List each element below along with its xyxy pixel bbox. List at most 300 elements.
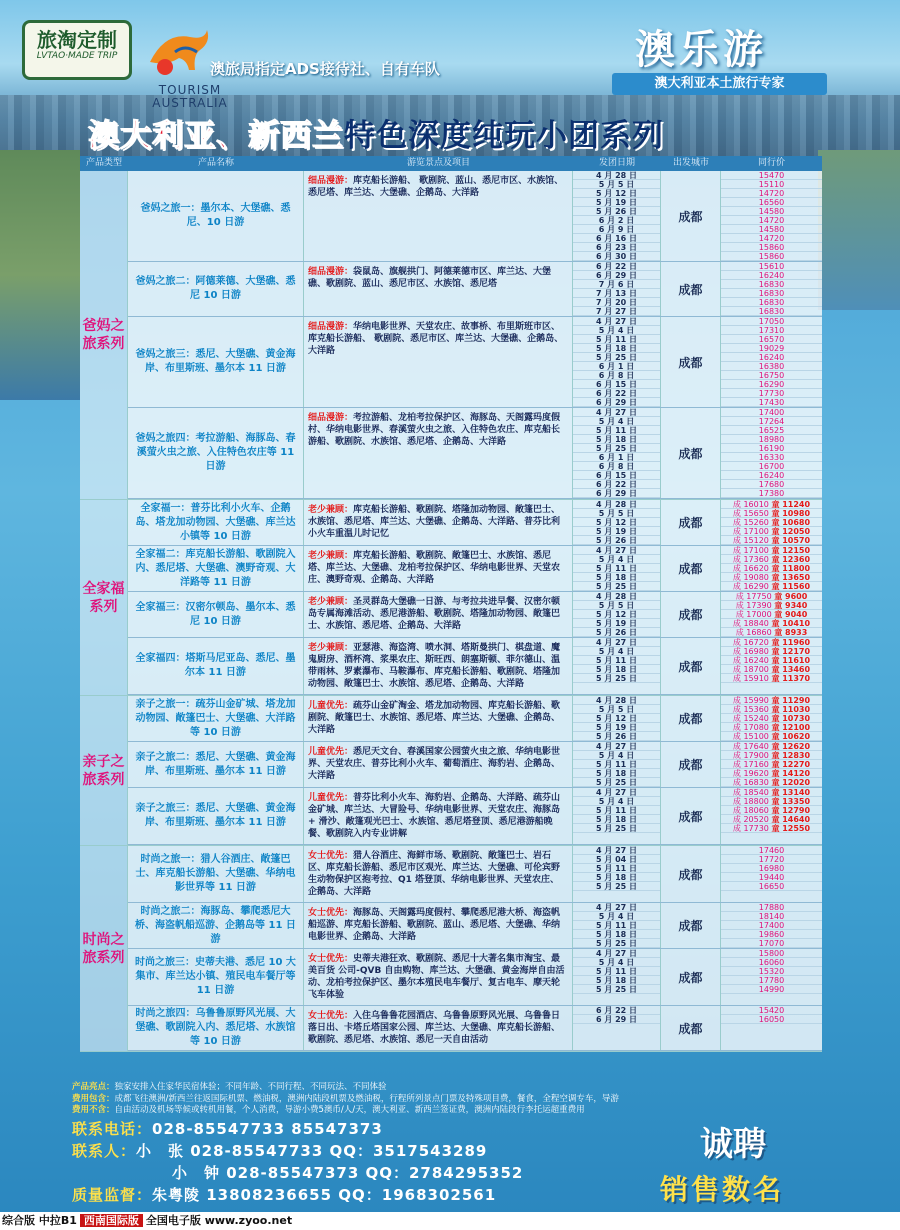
- tour-name: 亲子之旅二：悉尼、大堡礁、黄金海岸、布里斯班、墨尔本 11 日游: [128, 742, 304, 787]
- table-body: [80, 171, 822, 1052]
- departure-dates: [573, 638, 661, 694]
- price: [721, 674, 822, 683]
- departure-dates: [573, 788, 661, 844]
- adult-price: 成 17640: [732, 742, 769, 751]
- price: [721, 732, 822, 741]
- tour-name: 亲子之旅一：疏芬山金矿城、塔龙加动物园、敞篷巴士、大堡礁、大洋路等 10 日游: [128, 696, 304, 741]
- price: [721, 638, 822, 647]
- price: [721, 797, 822, 806]
- tourism-australia-logo: TOURISM AUSTRALIA: [152, 83, 228, 110]
- price: [721, 742, 822, 751]
- departure-city: 成都: [661, 903, 721, 948]
- brand-tagline: 澳大利亚本土旅行专家: [612, 73, 827, 95]
- price: 16330: [721, 453, 822, 462]
- departure-date: 5 月 4 日: [573, 797, 660, 806]
- price: 14720: [721, 189, 822, 198]
- departure-dates: [573, 903, 661, 948]
- tour-row: [128, 742, 822, 788]
- adult-price: 成 17390: [735, 601, 772, 610]
- child-price: 童 9340: [774, 601, 808, 610]
- departure-date: 5 月 12 日: [573, 518, 660, 527]
- departure-dates: [573, 171, 661, 261]
- departure-date: 4 月 27 日: [573, 903, 660, 912]
- child-price: 童 12170: [771, 647, 811, 656]
- departure-dates: [573, 408, 661, 498]
- prices: [721, 317, 822, 407]
- departure-date: 5 月 25 日: [573, 778, 660, 787]
- prices: [721, 696, 822, 741]
- departure-date: 5 月 25 日: [573, 939, 660, 948]
- footer-edition: 综合版 中拉B1: [2, 1214, 77, 1227]
- price: [721, 815, 822, 824]
- recruit-subtitle: 销售数名: [660, 1173, 785, 1206]
- series-name: 全家福系列: [80, 500, 128, 695]
- price: [721, 665, 822, 674]
- tour-itinerary: [304, 788, 573, 844]
- price: [721, 760, 822, 769]
- departure-city: 成都: [661, 546, 721, 591]
- tour-name: 亲子之旅三：悉尼、大堡礁、黄金海岸、布里斯班、墨尔本 11 日游: [128, 788, 304, 844]
- departure-dates: [573, 846, 661, 902]
- quality-supervision: [72, 1184, 496, 1205]
- price: [721, 723, 822, 732]
- child-price: 童 10980: [771, 509, 811, 518]
- note-highlights: [72, 1082, 832, 1094]
- price: [721, 619, 822, 628]
- itinerary-text: 海豚岛、天阁露玛度假村、攀爬悉尼港大桥、海盗帆船巡游、库克船长游船、歌剧院、蓝山、悉尼塔、大堡礁、华纳电影世界、企鹅岛、大洋路: [308, 908, 561, 942]
- price: 18980: [721, 435, 822, 444]
- price: [721, 592, 822, 601]
- departure-date: 5 月 26 日: [573, 207, 660, 216]
- footer-section: 西南国际版: [80, 1214, 143, 1227]
- tour-itinerary: [304, 171, 573, 261]
- price: [721, 555, 822, 564]
- lvtao-badge-logo: [22, 20, 132, 80]
- prices: [721, 171, 822, 261]
- price: 19440: [721, 873, 822, 882]
- price: 16750: [721, 371, 822, 380]
- price: 16525: [721, 426, 822, 435]
- tour-itinerary: [304, 592, 573, 637]
- departure-date: 5 月 18 日: [573, 665, 660, 674]
- price: 14580: [721, 225, 822, 234]
- prices: [721, 846, 822, 902]
- departure-date: 5 月 25 日: [573, 824, 660, 833]
- itinerary-text: 亚瑟港、海盗湾、喷水洞、塔斯曼拱门、棋盘道、魔鬼厨房、酒杯湾、浆果农庄、斯旺西、朗塞斯顿、菲尔德山、温带雨林、罗素瀑布、马鞍瀑布、库克船长游船、歌剧院、塔隆加动物园、敞篷巴士、水族馆、悉尼塔、企鹅岛、大洋路: [308, 643, 561, 689]
- tour-tag: 女士优先：: [308, 908, 354, 918]
- badge-title: 旅淘定制: [37, 28, 117, 52]
- itinerary-text: 疏芬山金矿淘金、塔龙加动物园、库克船长游船、歌剧院、敞篷巴士、水族馆、悉尼塔、库兰达、大堡礁、企鹅岛、大洋路: [308, 701, 561, 735]
- price: 15470: [721, 171, 822, 180]
- header-product-type: 产品类型: [85, 158, 122, 168]
- prices: [721, 949, 822, 1005]
- child-price: 童 11030: [771, 705, 811, 714]
- itinerary-text: 袋鼠岛、旗舰拱门、阿德莱德市区、库兰达、大堡礁、歌剧院、蓝山、悉尼市区、水族馆、悉尼塔: [308, 267, 552, 289]
- departure-date: 5 月 04 日: [573, 855, 660, 864]
- adult-price: 成 17900: [732, 751, 769, 760]
- note-includes: [72, 1094, 832, 1106]
- table-header: [80, 156, 822, 171]
- header-product-name: 产品名称: [197, 158, 234, 168]
- itinerary-text: 圣灵群岛大堡礁一日游、与考拉共进早餐、汉密尔顿岛专属海滩活动、悉尼港游船、歌剧院、塔隆加动物园、敞篷巴士、水族馆、悉尼塔、企鹅岛、大洋路: [308, 597, 561, 631]
- departure-date: 7 月 6 日: [573, 280, 660, 289]
- tour-itinerary: [304, 742, 573, 787]
- child-price: 童 12620: [771, 742, 811, 751]
- adult-price: 成 17000: [735, 610, 772, 619]
- tour-itinerary: [304, 500, 573, 545]
- tour-row: [128, 949, 822, 1006]
- adult-price: 成 16860: [735, 628, 772, 637]
- price: 16560: [721, 198, 822, 207]
- departure-date: 5 月 11 日: [573, 921, 660, 930]
- price: [721, 546, 822, 555]
- tour-row: [128, 1006, 822, 1051]
- price: 17460: [721, 846, 822, 855]
- tour-tag: 老少兼顾：: [308, 643, 354, 653]
- price: 17070: [721, 939, 822, 948]
- kangaroo-logo-icon: [145, 22, 215, 82]
- prices: [721, 500, 822, 545]
- note-text: 自由活动及机场等候或转机用餐，个人消费，导游小费5澳币/人/天，澳大利亚、新西兰签证费，澳洲内陆段行李托运超重费用: [114, 1105, 585, 1115]
- price: [721, 628, 822, 637]
- tour-row: [128, 317, 822, 408]
- adult-price: 成 16240: [732, 656, 769, 665]
- departure-date: 6 月 29 日: [573, 489, 660, 498]
- departure-date: 5 月 4 日: [573, 912, 660, 921]
- recruit-title: 诚聘: [700, 1124, 766, 1163]
- tour-tag: 细品漫游：: [308, 322, 354, 332]
- prices: [721, 903, 822, 948]
- departure-date: 4 月 27 日: [573, 742, 660, 751]
- tour-tag: 老少兼顾：: [308, 551, 354, 561]
- price: [721, 582, 822, 591]
- itinerary-text: 普芬比利小火车、海豹岩、企鹅岛、大洋路、疏芬山金矿城、库兰达、大冒险号、华纳电影世界、天堂农庄、海豚岛 + 滑沙、敞篷观光巴士、水族馆、悉尼塔登顶、悉尼港游船晚餐、歌剧院入内专业讲解: [308, 793, 561, 839]
- departure-date: 5 月 18 日: [573, 930, 660, 939]
- adult-price: 成 15910: [732, 674, 769, 683]
- price: 16830: [721, 307, 822, 316]
- price: 14720: [721, 234, 822, 243]
- adult-price: 成 19620: [732, 769, 769, 778]
- newspaper-footer: [0, 1212, 900, 1230]
- itinerary-text: 华纳电影世界、天堂农庄、故事桥、布里斯班市区、库克船长游船、 歌剧院、悉尼市区、库兰达、大堡礁、企鹅岛、大洋路: [308, 322, 564, 356]
- price: 16240: [721, 353, 822, 362]
- price: [721, 705, 822, 714]
- departure-date: 6 月 22 日: [573, 480, 660, 489]
- price: [721, 647, 822, 656]
- departure-date: 6 月 15 日: [573, 380, 660, 389]
- price: 16650: [721, 882, 822, 891]
- departure-date: 4 月 27 日: [573, 846, 660, 855]
- child-price: 童 13650: [771, 573, 811, 582]
- price: [721, 564, 822, 573]
- departure-date: 5 月 11 日: [573, 656, 660, 665]
- quality-label: 质量监督：: [72, 1186, 153, 1204]
- adult-price: 成 15100: [732, 732, 769, 741]
- child-price: 童 13460: [771, 665, 811, 674]
- price: [721, 500, 822, 509]
- departure-date: 5 月 25 日: [573, 353, 660, 362]
- price: 17400: [721, 921, 822, 930]
- departure-date: 5 月 11 日: [573, 426, 660, 435]
- departure-date: 7 月 13 日: [573, 289, 660, 298]
- contact-person-2-value: 小 钟 028-85547373 QQ：2784295352: [172, 1164, 524, 1182]
- itinerary-text: 库克船长游船、 歌剧院、蓝山、悉尼市区、水族馆、悉尼塔、库兰达、大堡礁、企鹅岛、大洋路: [308, 176, 564, 198]
- itinerary-text: 库克船长游船、歌剧院、塔隆加动物园、敞篷巴士、水族馆、悉尼塔、库兰达、大堡礁、企鹅岛、大洋路、普芬比利小火车重温儿时记忆: [308, 505, 561, 539]
- departure-date: 5 月 18 日: [573, 769, 660, 778]
- adult-price: 成 16830: [732, 778, 769, 787]
- child-price: 童 13350: [771, 797, 811, 806]
- departure-date: 5 月 5 日: [573, 180, 660, 189]
- departure-city: 成都: [661, 171, 721, 261]
- child-price: 童 9600: [774, 592, 808, 601]
- price: 17730: [721, 389, 822, 398]
- tour-row: [128, 262, 822, 317]
- adult-price: 成 15120: [732, 536, 769, 545]
- header-departure-date: 发团日期: [598, 158, 635, 168]
- header-price: 同行价: [757, 158, 785, 168]
- departure-date: 5 月 11 日: [573, 806, 660, 815]
- tour-tag: 细品漫游：: [308, 267, 354, 277]
- series-section: [80, 846, 822, 1052]
- departure-date: 5 月 25 日: [573, 444, 660, 453]
- price: [721, 656, 822, 665]
- departure-date: 6 月 22 日: [573, 389, 660, 398]
- price: 17430: [721, 398, 822, 407]
- departure-date: 7 月 27 日: [573, 307, 660, 316]
- price: 19029: [721, 344, 822, 353]
- adult-price: 成 16980: [732, 647, 769, 656]
- departure-city: 成都: [661, 742, 721, 787]
- departure-date: 4 月 27 日: [573, 638, 660, 647]
- tour-itinerary: [304, 949, 573, 1005]
- tour-tag: 细品漫游：: [308, 413, 354, 423]
- child-price: 童 12270: [771, 760, 811, 769]
- departure-date: 4 月 27 日: [573, 788, 660, 797]
- departure-date: 5 月 25 日: [573, 985, 660, 994]
- price: 14990: [721, 985, 822, 994]
- price: 15610: [721, 262, 822, 271]
- departure-date: 6 月 9 日: [573, 225, 660, 234]
- tour-name: 爸妈之旅四：考拉游船、海豚岛、春溪萤火虫之旅、入住特色农庄等 11 日游: [128, 408, 304, 498]
- tour-row: [128, 546, 822, 592]
- tour-row: [128, 638, 822, 695]
- departure-city: 成都: [661, 592, 721, 637]
- price: 15320: [721, 967, 822, 976]
- departure-date: 6 月 1 日: [573, 453, 660, 462]
- contact-phone-label: 联系电话：: [72, 1120, 153, 1138]
- series-name: 时尚之旅系列: [80, 846, 128, 1051]
- price: [721, 769, 822, 778]
- departure-date: 5 月 11 日: [573, 564, 660, 573]
- itinerary-text: 入住乌鲁鲁花园酒店、乌鲁鲁原野风光展、乌鲁鲁日落日出、卡塔丘塔国家公园、库兰达、大堡礁、库克船长游船、歌剧院、悉尼塔、水族馆、悉尼一天自由活动: [308, 1011, 561, 1045]
- note-excludes: [72, 1105, 832, 1117]
- itinerary-text: 库克船长游船、歌剧院、敞篷巴士、水族馆、悉尼塔、库兰达、大堡礁、龙柏考拉保护区、华纳电影世界、天堂农庄、澳野奇观、企鹅岛、大洋路: [308, 551, 561, 585]
- departure-date: 5 月 4 日: [573, 555, 660, 564]
- price: [721, 518, 822, 527]
- child-price: 童 12550: [771, 824, 811, 833]
- departure-date: 4 月 27 日: [573, 408, 660, 417]
- tour-name: 时尚之旅四：乌鲁鲁原野风光展、大堡礁、歌剧院入内、悉尼塔、水族馆等 10 日游: [128, 1006, 304, 1050]
- tour-row: [128, 408, 822, 499]
- price: [721, 527, 822, 536]
- departure-date: 7 月 20 日: [573, 298, 660, 307]
- departure-date: 5 月 18 日: [573, 573, 660, 582]
- price: 16290: [721, 380, 822, 389]
- price: 16050: [721, 1015, 822, 1024]
- departure-date: 5 月 19 日: [573, 619, 660, 628]
- price: 16570: [721, 335, 822, 344]
- departure-date: 6 月 29 日: [573, 1015, 660, 1024]
- child-price: 童 12790: [771, 806, 811, 815]
- quality-value: 朱粤陵 13808236655 QQ：1968302561: [152, 1186, 497, 1204]
- price: [721, 778, 822, 787]
- price: 15800: [721, 949, 822, 958]
- price: [721, 509, 822, 518]
- tour-tag: 老少兼顾：: [308, 597, 354, 607]
- price: 18140: [721, 912, 822, 921]
- adult-price: 成 18840: [732, 619, 769, 628]
- price: 17780: [721, 976, 822, 985]
- prices: [721, 788, 822, 844]
- departure-city: 成都: [661, 696, 721, 741]
- headline-series: 特色深度纯玩小团系列: [344, 118, 664, 154]
- contact-person-1-value: 小 张 028-85547733 QQ：3517543289: [136, 1142, 488, 1160]
- note-text: 独家安排入住家华民宿体验；不同年龄、不同行程、不同玩法、不同体验: [114, 1082, 387, 1092]
- departure-date: 6 月 1 日: [573, 362, 660, 371]
- departure-date: 4 月 28 日: [573, 171, 660, 180]
- tour-tag: 老少兼顾：: [308, 505, 354, 515]
- price: [721, 696, 822, 705]
- tour-tag: 细品漫游：: [308, 176, 354, 186]
- departure-date: 6 月 8 日: [573, 371, 660, 380]
- child-price: 童 11960: [771, 638, 811, 647]
- tour-itinerary: [304, 903, 573, 948]
- departure-date: 6 月 16 日: [573, 234, 660, 243]
- departure-date: 4 月 27 日: [573, 317, 660, 326]
- tour-name: 爸妈之旅二：阿德莱德、大堡礁、悉尼 10 日游: [128, 262, 304, 316]
- adult-price: 成 17730: [732, 824, 769, 833]
- child-price: 童 11240: [771, 500, 811, 509]
- departure-date: 4 月 27 日: [573, 949, 660, 958]
- child-price: 童 10680: [771, 518, 811, 527]
- contact-person-2: [172, 1162, 523, 1183]
- tour-name: 全家福四：塔斯马尼亚岛、悉尼、墨尔本 11 日游: [128, 638, 304, 694]
- departure-date: 5 月 4 日: [573, 647, 660, 656]
- tour-tag: 女士优先：: [308, 1011, 354, 1021]
- adult-price: 成 17100: [732, 546, 769, 555]
- adult-price: 成 16720: [732, 638, 769, 647]
- tour-price-table: [80, 156, 822, 1052]
- price: 17050: [721, 317, 822, 326]
- departure-date: 6 月 30 日: [573, 252, 660, 261]
- child-price: 童 10730: [771, 714, 811, 723]
- departure-date: 5 月 25 日: [573, 582, 660, 591]
- departure-date: 5 月 12 日: [573, 189, 660, 198]
- tour-name: 时尚之旅二：海豚岛、攀爬悉尼大桥、海盗帆船巡游、企鹅岛等 11 日游: [128, 903, 304, 948]
- departure-date: 5 月 19 日: [573, 527, 660, 536]
- tour-name: 爸妈之旅一：墨尔本、大堡礁、悉尼、10 日游: [128, 171, 304, 261]
- price: [721, 601, 822, 610]
- departure-date: 5 月 5 日: [573, 601, 660, 610]
- price: [721, 573, 822, 582]
- tour-tag: 儿童优先：: [308, 747, 354, 757]
- departure-date: 5 月 4 日: [573, 326, 660, 335]
- tour-itinerary: [304, 546, 573, 591]
- departure-dates: [573, 592, 661, 637]
- price: 16190: [721, 444, 822, 453]
- price: 15860: [721, 252, 822, 261]
- tour-name: 全家福一：普芬比利小火车、企鹅岛、塔龙加动物园、大堡礁、库兰达小镇等 10 日游: [128, 500, 304, 545]
- adult-price: 成 18540: [732, 788, 769, 797]
- series-section: [80, 696, 822, 846]
- note-label: 产品亮点：: [72, 1082, 115, 1092]
- prices: [721, 262, 822, 316]
- departure-date: 5 月 4 日: [573, 417, 660, 426]
- adult-price: 成 18700: [732, 665, 769, 674]
- tour-itinerary: [304, 846, 573, 902]
- price: 14580: [721, 207, 822, 216]
- tour-name: 时尚之旅一：猎人谷酒庄、敞篷巴士、库克船长游船、大堡礁、华纳电影世界等 11 日游: [128, 846, 304, 902]
- child-price: 童 11800: [771, 564, 811, 573]
- price: 14720: [721, 216, 822, 225]
- price: [721, 788, 822, 797]
- adult-price: 成 15650: [732, 509, 769, 518]
- tour-itinerary: [304, 638, 573, 694]
- tour-name: 时尚之旅三：史蒂夫港、悉尼 10 大集市、库兰达小镇、殖民电车餐厅等 11 日游: [128, 949, 304, 1005]
- adult-price: 成 15990: [732, 696, 769, 705]
- child-price: 童 11610: [771, 656, 811, 665]
- price: 16240: [721, 471, 822, 480]
- departure-date: 5 月 26 日: [573, 536, 660, 545]
- departure-city: 成都: [661, 638, 721, 694]
- prices: [721, 742, 822, 787]
- series-section: [80, 171, 822, 500]
- departure-date: 5 月 18 日: [573, 435, 660, 444]
- child-price: 童 13140: [771, 788, 811, 797]
- itinerary-text: 史蒂夫港狂欢、歌剧院、悉尼十大著名集市淘宝、最美百货 公司-QVB 自由购物、库兰达、大堡礁、黄金海岸自由活动、龙柏考拉保护区、墨尔本殖民电车餐厅、复古电车、摩天轮飞车体验: [308, 954, 565, 1000]
- tour-name: 爸妈之旅三：悉尼、大堡礁、黄金海岸、布里斯班、墨尔本 11 日游: [128, 317, 304, 407]
- departure-date: 6 月 23 日: [573, 243, 660, 252]
- contact-phone: [72, 1118, 383, 1139]
- tour-row: [128, 500, 822, 546]
- departure-city: 成都: [661, 317, 721, 407]
- price: 17380: [721, 489, 822, 498]
- contact-person-1: [72, 1140, 487, 1161]
- tour-row: [128, 903, 822, 949]
- price: [721, 536, 822, 545]
- departure-date: 6 月 2 日: [573, 216, 660, 225]
- headline-destinations: 澳大利亚、新西兰: [88, 118, 344, 154]
- departure-date: 4 月 28 日: [573, 696, 660, 705]
- departure-date: 4 月 28 日: [573, 500, 660, 509]
- departure-dates: [573, 1006, 661, 1050]
- departure-city: 成都: [661, 788, 721, 844]
- child-price: 童 11290: [771, 696, 811, 705]
- departure-date: 5 月 5 日: [573, 509, 660, 518]
- contact-phone-value: 028-85547733 85547373: [152, 1120, 383, 1138]
- child-price: 童 12020: [771, 778, 811, 787]
- price: 16700: [721, 462, 822, 471]
- contact-person-label: 联系人：: [72, 1142, 137, 1160]
- departure-date: 6 月 29 日: [573, 398, 660, 407]
- departure-city: 成都: [661, 1006, 721, 1050]
- price: 17264: [721, 417, 822, 426]
- price: 17310: [721, 326, 822, 335]
- price: 16980: [721, 864, 822, 873]
- coastline-image-left: [0, 150, 80, 400]
- ads-slogan: 澳旅局指定ADS接待社、自有车队: [210, 60, 440, 78]
- product-notes: [72, 1082, 832, 1117]
